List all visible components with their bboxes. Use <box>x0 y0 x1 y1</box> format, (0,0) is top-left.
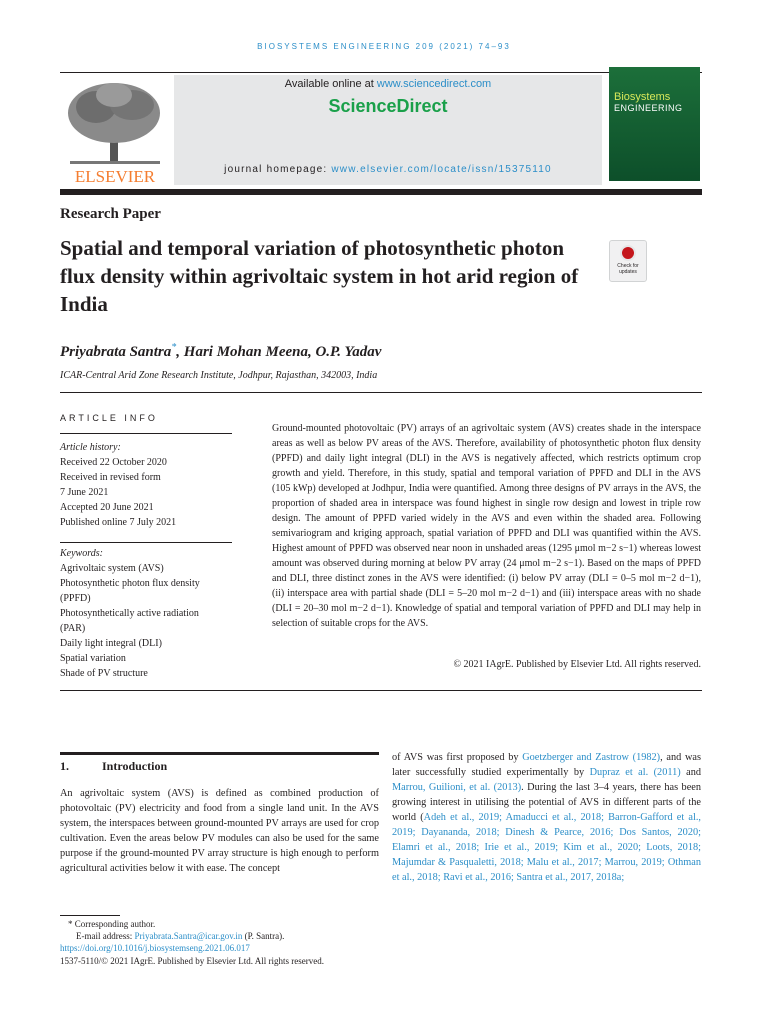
footnote-rule <box>60 915 120 916</box>
intro-text: . During the last 3–4 years, there has been growing interest in utilising the potential of AVS in different parts of the world ( <box>392 782 701 823</box>
affiliation: ICAR-Central Arid Zone Research Institute, Jodhpur, Rajasthan, 342003, India <box>60 370 378 381</box>
elsevier-logo[interactable] <box>60 75 170 185</box>
keywords <box>60 546 240 681</box>
journal-cover[interactable] <box>609 67 700 181</box>
keyword: Spatial variation <box>60 653 126 664</box>
check-for-updates-badge[interactable] <box>609 240 647 282</box>
homepage-label: journal homepage: <box>224 164 332 175</box>
history-item: 7 June 2021 <box>60 487 109 498</box>
header-rule <box>60 189 702 195</box>
check-for-updates-label: Check for updates <box>617 263 639 275</box>
running-head: BIOSYSTEMS ENGINEERING 209 (2021) 74–93 <box>257 42 511 51</box>
intro-left-column: An agrivoltaic system (AVS) is defined as combined production of photovoltaic (PV) electricity and food from a single land unit. In the AVS system, the interspaces between ground-mounted PV arrays are used for crop cultivation. Even the areas below PV modules can also be used for the same purpose if the ground-mounted PV array structure is high enough to perform agricultural activities below it with ease. The concept <box>60 788 379 874</box>
doi-link[interactable]: https://doi.org/10.1016/j.biosystemseng.2021.06.017 <box>60 943 250 953</box>
history-item: Received 22 October 2020 <box>60 457 167 468</box>
article-history <box>60 440 240 530</box>
section-title: Introduction <box>102 759 168 773</box>
history-item: Published online 7 July 2021 <box>60 517 177 528</box>
bookmark-icon <box>620 245 636 261</box>
article-type: Research Paper <box>60 206 161 222</box>
history-label: Article history: <box>60 442 121 453</box>
available-online <box>174 78 602 90</box>
citation-link[interactable]: Dupraz et al. (2011) <box>589 767 681 778</box>
email-note <box>76 930 284 942</box>
keyword: (PAR) <box>60 623 86 634</box>
section-rule <box>60 752 379 755</box>
abstract-copyright: © 2021 IAgrE. Published by Elsevier Ltd. All rights reserved. <box>453 659 701 670</box>
divider <box>60 392 702 393</box>
history-item: Accepted 20 June 2021 <box>60 502 154 513</box>
publisher-name: ELSEVIER <box>74 167 156 185</box>
divider <box>60 433 232 434</box>
divider <box>60 690 702 691</box>
divider <box>60 542 232 543</box>
citation-link[interactable]: Goetzberger and Zastrow (1982) <box>522 752 661 763</box>
abstract-text: Ground-mounted photovoltaic (PV) arrays of an agrivoltaic system (AVS) creates shade in the interspace areas as well as below PV areas of the AVS. Therefore, availability of photosynthetic photon flux density (PPFD) and daily light integral (DLI) in the AVS is negatively affected, which restricts optimum crop growth and yield. Therefore, in this study, spatial and temporal variation of PPFD and DLI in the AVS (105 kWp) developed at Jodhpur, India were quantified. Among three designs of PV arrays in the AVS, the proportion of shaded area in interspace was found highest in single row design and lowest in triple row design. The amount of PPFD varied widely in the AVS and even within the shaded area. Following semivariogram and kriging approach, spatial variation of PPFD and DLI was quantified within the AVS. Highest amount of PPFD was observed near noon in unshaded areas (1295 μmol m−2 s−1) whereas lowest amount was observed during morning at below PV array (24 μmol m−2 s−1). Based on the maps of PPFD and DLI, three distinct zones in the AVS were identified: (i) below PV array (DLI = 0–5 mol m−2 d−1), (ii) interspace area with partial shade (DLI = 5–20 mol m−2 d−1) and (iii) interspace areas with no shade (DLI = 20–30 mol m−2 d−1). Knowledge of spatial and temporal variation of PPFD and DLI may help in selection of suitable crops for the AVS. <box>272 423 701 629</box>
intro-right-column <box>392 750 701 885</box>
keyword: Photosynthetic photon flux density <box>60 578 200 589</box>
intro-text: of AVS was first proposed by <box>392 752 523 763</box>
history-item: Received in revised form <box>60 472 161 483</box>
available-label: Available online at <box>284 78 377 90</box>
section-heading <box>60 759 167 774</box>
email-suffix: (P. Santra). <box>242 931 285 941</box>
intro-text: and <box>680 767 701 778</box>
citation-link[interactable]: Marrou, Guilioni, et al. (2013) <box>392 782 522 793</box>
article-title: Spatial and temporal variation of photosynthetic photon flux density within agrivoltaic system in hot arid region of India <box>60 236 579 316</box>
issn-line: 1537-5110/© 2021 IAgrE. Published by Elsevier Ltd. All rights reserved. <box>60 956 324 966</box>
cover-title <box>614 92 698 114</box>
keyword: (PPFD) <box>60 593 91 604</box>
corresponding-author-note: * Corresponding author. <box>68 919 156 929</box>
journal-homepage <box>174 164 602 175</box>
intro-text: , and was later successfully studied experimentally by <box>392 752 702 778</box>
email-link[interactable]: Priyabrata.Santra@icar.gov.in <box>134 931 243 941</box>
cover-title-line2: ENGINEERING <box>614 103 683 113</box>
cover-title-line1: Biosystems <box>614 91 671 103</box>
sciencedirect-link[interactable]: www.sciencedirect.com <box>376 78 492 90</box>
keywords-label: Keywords: <box>60 548 103 559</box>
corresponding-author-marker[interactable]: * <box>171 342 177 353</box>
author-first[interactable]: Priyabrata Santra <box>60 344 172 360</box>
keyword: Daily light integral (DLI) <box>60 638 162 649</box>
homepage-link[interactable]: www.elsevier.com/locate/issn/15375110 <box>331 164 552 175</box>
email-label: E-mail address: <box>76 931 135 941</box>
author-rest: , Hari Mohan Meena, O.P. Yadav <box>176 344 382 360</box>
section-number: 1. <box>60 759 69 773</box>
authors <box>60 342 381 361</box>
keyword: Agrivoltaic system (AVS) <box>60 563 164 574</box>
elsevier-tree-icon <box>60 75 170 185</box>
divider <box>60 72 702 73</box>
keyword: Photosynthetically active radiation <box>60 608 199 619</box>
sciencedirect-logo[interactable]: ScienceDirect <box>328 96 448 116</box>
article-info-heading: ARTICLE INFO <box>60 413 158 423</box>
citation-links[interactable]: Adeh et al., 2019; Amaducci et al., 2018; Barron-Gafford et al., 2019; Dayananda, 2018; Dinesh & Pearce, 2016; Dos Santos, 2020; Elamri et al., 2018; Irie et al., 2019; Kim et al., 2020; Loots, 2018; Majumdar & Pasqualetti, 2018; Malu et al., 2017; Marrou, 2019; Othman et al., 2018; Ravi et al., 2016; Santra et al., 2017, 2018a; <box>392 812 701 883</box>
keyword: Shade of PV structure <box>60 668 148 679</box>
